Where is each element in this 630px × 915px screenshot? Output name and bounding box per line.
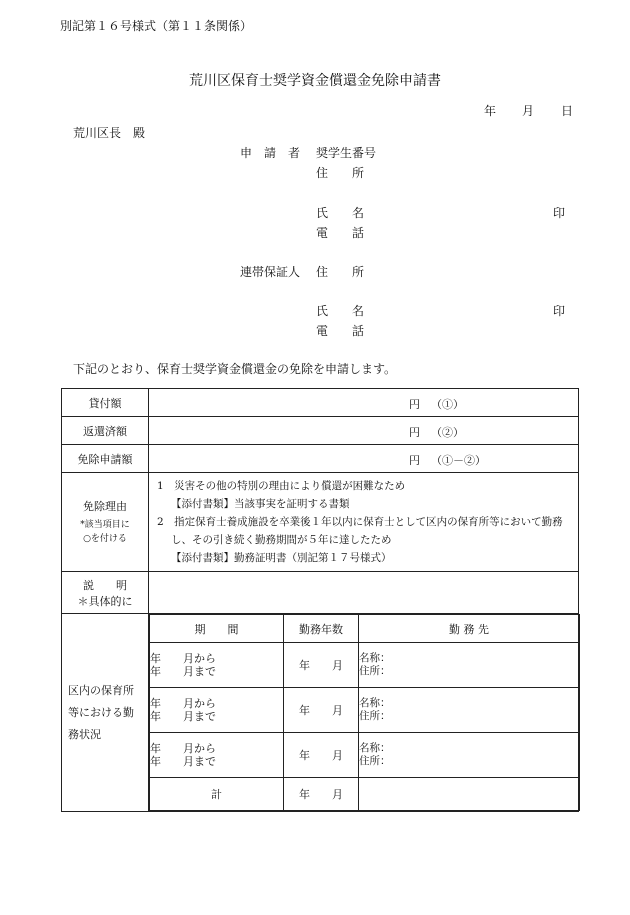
loan-label: 貸付額 — [62, 389, 149, 417]
explanation-label-cell — [62, 572, 149, 614]
loan-row — [62, 389, 579, 417]
work-entry-row — [150, 733, 580, 778]
work-period-to: 年 月まで — [150, 710, 216, 723]
work-years-field[interactable]: 年 月 — [284, 643, 359, 688]
work-period-field[interactable] — [150, 643, 284, 688]
guarantor-seal-mark: 印 — [553, 304, 566, 318]
work-period-from: 年 月から — [150, 697, 216, 710]
work-place-field[interactable] — [359, 733, 580, 778]
intro-text: 下記のとおり、保育士奨学資金償還金の免除を申請します。 — [73, 362, 397, 376]
exempt-amount-field[interactable] — [149, 445, 579, 473]
explanation-sublabel: ＊具体的に — [77, 594, 133, 608]
work-total-blank — [359, 778, 580, 811]
explanation-field[interactable] — [149, 572, 579, 614]
work-place-field[interactable] — [359, 643, 580, 688]
work-years-field[interactable]: 年 月 — [284, 688, 359, 733]
date-day-label: 日 — [561, 104, 574, 118]
work-place-name-label: 名称： — [359, 652, 391, 664]
work-period-field[interactable] — [150, 688, 284, 733]
work-label-cell — [62, 614, 149, 812]
work-header-period: 期 間 — [150, 615, 284, 643]
work-place-address-label: 住所： — [359, 710, 391, 722]
work-years-field[interactable]: 年 月 — [284, 733, 359, 778]
work-entry-row — [150, 643, 580, 688]
work-place-field[interactable] — [359, 688, 580, 733]
guarantor-address-label: 住 所 — [316, 265, 365, 279]
work-label-line-1: 区内の保育所 — [68, 683, 134, 697]
work-place-name-label: 名称： — [359, 697, 391, 709]
work-label-line-2: 等における勤 — [68, 705, 134, 719]
exempt-label: 免除申請額 — [62, 445, 149, 473]
work-history-table — [149, 614, 580, 811]
work-period-field[interactable] — [150, 733, 284, 778]
reason-options[interactable] — [149, 473, 579, 572]
date-month-label: 月 — [522, 104, 535, 118]
reason-label-cell — [62, 473, 149, 572]
work-header-row — [150, 615, 580, 643]
work-entry-row — [150, 688, 580, 733]
applicant-name-label: 氏 名 — [316, 206, 365, 220]
reason-item-2-continued: し、その引き続く勤務期間が５年に達したため — [171, 534, 392, 546]
work-period-to: 年 月まで — [150, 755, 216, 768]
form-number: 別記第１６号様式（第１１条関係） — [60, 19, 253, 33]
applicant-address-label: 住 所 — [316, 166, 365, 180]
reason-item-2[interactable]: 2 指定保育士養成施設を卒業後１年以内に保育士として区内の保育所等において勤務 — [157, 516, 563, 528]
applicant-student-no-label: 奨学生番号 — [316, 146, 377, 160]
exempt-row — [62, 445, 579, 473]
reason-item-2-attachment: 【添付書類】勤務証明書（別記第１７号様式） — [171, 552, 392, 564]
applicant-seal-mark: 印 — [553, 206, 566, 220]
explanation-label: 説 明 — [83, 578, 127, 592]
work-history-cell — [149, 614, 579, 812]
loan-amount-field[interactable] — [149, 389, 579, 417]
page-title: 荒川区保育士奨学資金償還金免除申請書 — [189, 73, 441, 89]
reason-item-1[interactable]: 1 災害その他の特別の理由により償還が困難なため — [157, 480, 406, 492]
loan-note: （①） — [431, 397, 464, 411]
guarantor-phone-label: 電 話 — [316, 324, 365, 338]
reason-label: 免除理由 — [83, 500, 127, 513]
repaid-amount-field[interactable] — [149, 417, 579, 445]
addressee: 荒川区長 殿 — [73, 126, 146, 140]
work-header-years: 勤務年数 — [284, 615, 359, 643]
reason-row — [62, 473, 579, 572]
exempt-unit: 円 — [409, 453, 420, 467]
work-header-workplace: 勤 務 先 — [359, 615, 580, 643]
date-year-label: 年 — [484, 104, 497, 118]
work-label-line-3: 務状況 — [68, 727, 101, 741]
work-total-years-field[interactable]: 年 月 — [284, 778, 359, 811]
work-place-name-label: 名称： — [359, 742, 391, 754]
work-total-label: 計 — [150, 778, 284, 811]
applicant-phone-label: 電 話 — [316, 226, 365, 240]
explanation-row — [62, 572, 579, 614]
work-period-to: 年 月まで — [150, 665, 216, 678]
repaid-unit: 円 — [409, 425, 420, 439]
work-period-from: 年 月から — [150, 652, 216, 665]
repaid-row — [62, 417, 579, 445]
application-table — [61, 388, 579, 812]
repaid-label: 返還済額 — [62, 417, 149, 445]
guarantor-name-label: 氏 名 — [316, 304, 365, 318]
applicant-label: 申 請 者 — [240, 146, 301, 160]
repaid-note: （②） — [431, 425, 464, 439]
work-total-row — [150, 778, 580, 811]
reason-item-1-attachment: 【添付書類】当該事実を証明する書類 — [171, 498, 350, 510]
work-place-address-label: 住所： — [359, 665, 391, 677]
guarantor-label: 連帯保証人 — [240, 265, 301, 279]
loan-unit: 円 — [409, 397, 420, 411]
work-row — [62, 614, 579, 812]
reason-sublabel-1: *該当項目に — [80, 520, 130, 530]
work-place-address-label: 住所： — [359, 755, 391, 767]
work-period-from: 年 月から — [150, 742, 216, 755]
exempt-note: （①－②） — [431, 453, 486, 467]
reason-sublabel-2: ○を付ける — [83, 534, 127, 544]
